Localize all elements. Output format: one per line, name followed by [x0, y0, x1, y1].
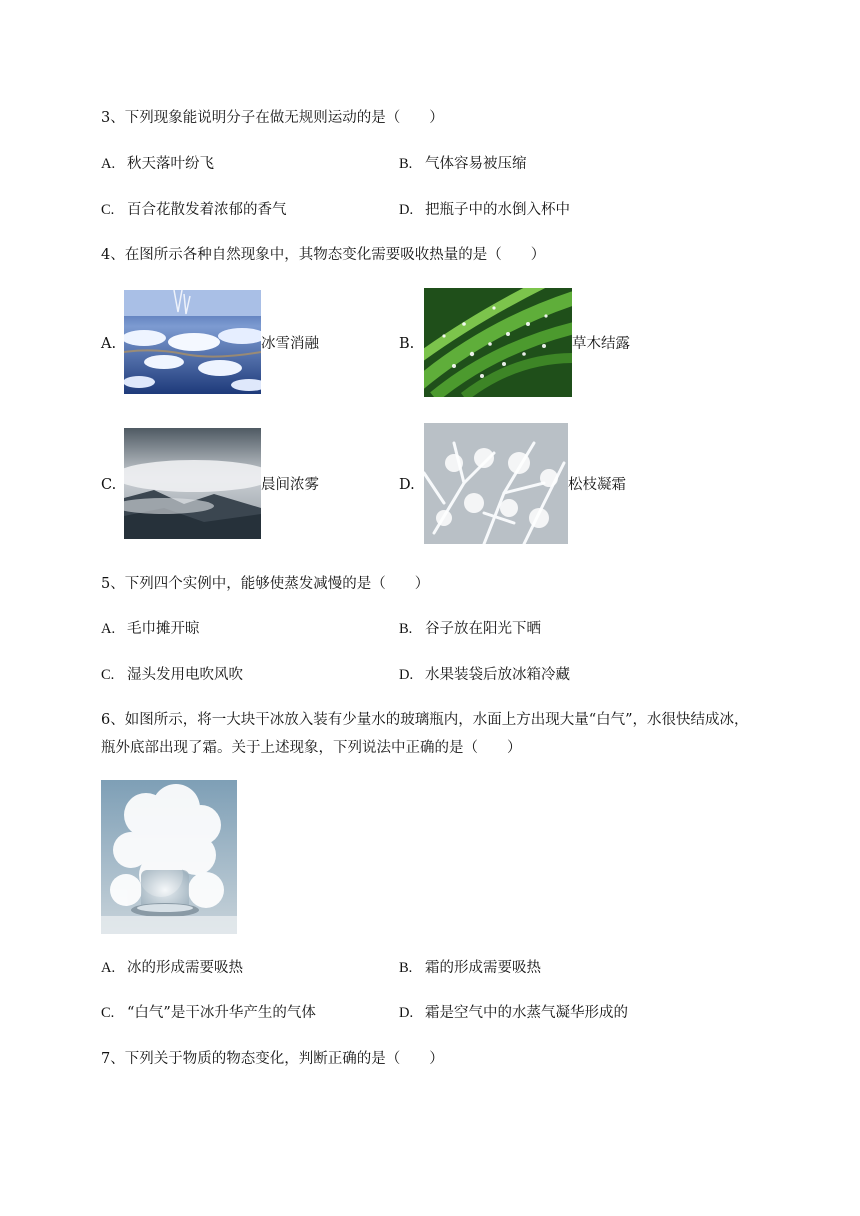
q6-option-a	[101, 958, 243, 978]
q6-stem-line1: 6、如图所示，将一大块干冰放入装有少量水的玻璃瓶内，水面上方出现大量“白气”，水很快结成冰，	[101, 712, 749, 728]
option-label: A.	[101, 960, 116, 976]
q4-option-a-label: A.	[101, 336, 117, 352]
q5-stem: 5、下列四个实例中，能够使蒸发减慢的是（ ）	[101, 576, 430, 592]
q4-option-d-label: D.	[399, 477, 415, 493]
q5-option-c	[101, 665, 243, 685]
q4-option-b-label: B.	[399, 336, 415, 352]
option-text: 冰的形成需要吸热	[127, 960, 243, 976]
option-label: A.	[101, 156, 116, 172]
option-label: B.	[399, 960, 413, 976]
option-text: 谷子放在阳光下晒	[425, 621, 541, 637]
q4-stem: 4、在图所示各种自然现象中，其物态变化需要吸收热量的是（ ）	[101, 247, 546, 263]
q4-option-c-text: 晨间浓雾	[261, 477, 319, 493]
photo-morning-fog	[124, 428, 261, 539]
option-label: D.	[399, 202, 414, 218]
q3-option-a	[101, 154, 214, 174]
q5-option-a	[101, 619, 200, 639]
q5-option-b	[399, 619, 541, 639]
option-label: C.	[101, 667, 115, 683]
option-label: C.	[101, 1005, 115, 1021]
option-text: 霜是空气中的水蒸气凝华形成的	[425, 1005, 628, 1021]
option-text: 百合花散发着浓郁的香气	[127, 202, 287, 218]
q4-option-c-label: C.	[101, 477, 117, 493]
photo-grass-dew	[424, 288, 572, 397]
option-text: 气体容易被压缩	[425, 156, 527, 172]
option-text: 水果装袋后放冰箱冷藏	[425, 667, 570, 683]
photo-ice-snow-melting	[124, 290, 261, 394]
q3-option-c	[101, 200, 287, 220]
option-label: B.	[399, 156, 413, 172]
q4-option-b-text: 草木结露	[572, 336, 630, 352]
option-text: 毛巾摊开晾	[127, 621, 200, 637]
option-label: D.	[399, 1005, 414, 1021]
q7-stem: 7、下列关于物质的物态变化，判断正确的是（ ）	[101, 1051, 444, 1067]
option-label: C.	[101, 202, 115, 218]
q6-stem-line2: 瓶外底部出现了霜。关于上述现象，下列说法中正确的是（ ）	[101, 740, 522, 756]
photo-dry-ice-bottle	[101, 780, 237, 934]
option-text: 秋天落叶纷飞	[127, 156, 214, 172]
q6-option-c	[101, 1003, 316, 1023]
q4-option-d-text: 松枝凝霜	[568, 477, 626, 493]
option-text: 把瓶子中的水倒入杯中	[425, 202, 570, 218]
option-label: B.	[399, 621, 413, 637]
photo-frost-branches	[424, 423, 568, 544]
option-text: 霜的形成需要吸热	[425, 960, 541, 976]
q4-option-a-text: 冰雪消融	[261, 336, 319, 352]
q3-option-d	[399, 200, 570, 220]
q5-option-d	[399, 665, 570, 685]
option-text: 湿头发用电吹风吹	[127, 667, 243, 683]
option-text: “白气”是干冰升华产生的气体	[127, 1005, 316, 1021]
option-label: A.	[101, 621, 116, 637]
q6-option-b	[399, 958, 541, 978]
option-label: D.	[399, 667, 414, 683]
q3-stem: 3、下列现象能说明分子在做无规则运动的是（ ）	[101, 110, 444, 126]
q3-option-b	[399, 154, 527, 174]
q6-option-d	[399, 1003, 628, 1023]
